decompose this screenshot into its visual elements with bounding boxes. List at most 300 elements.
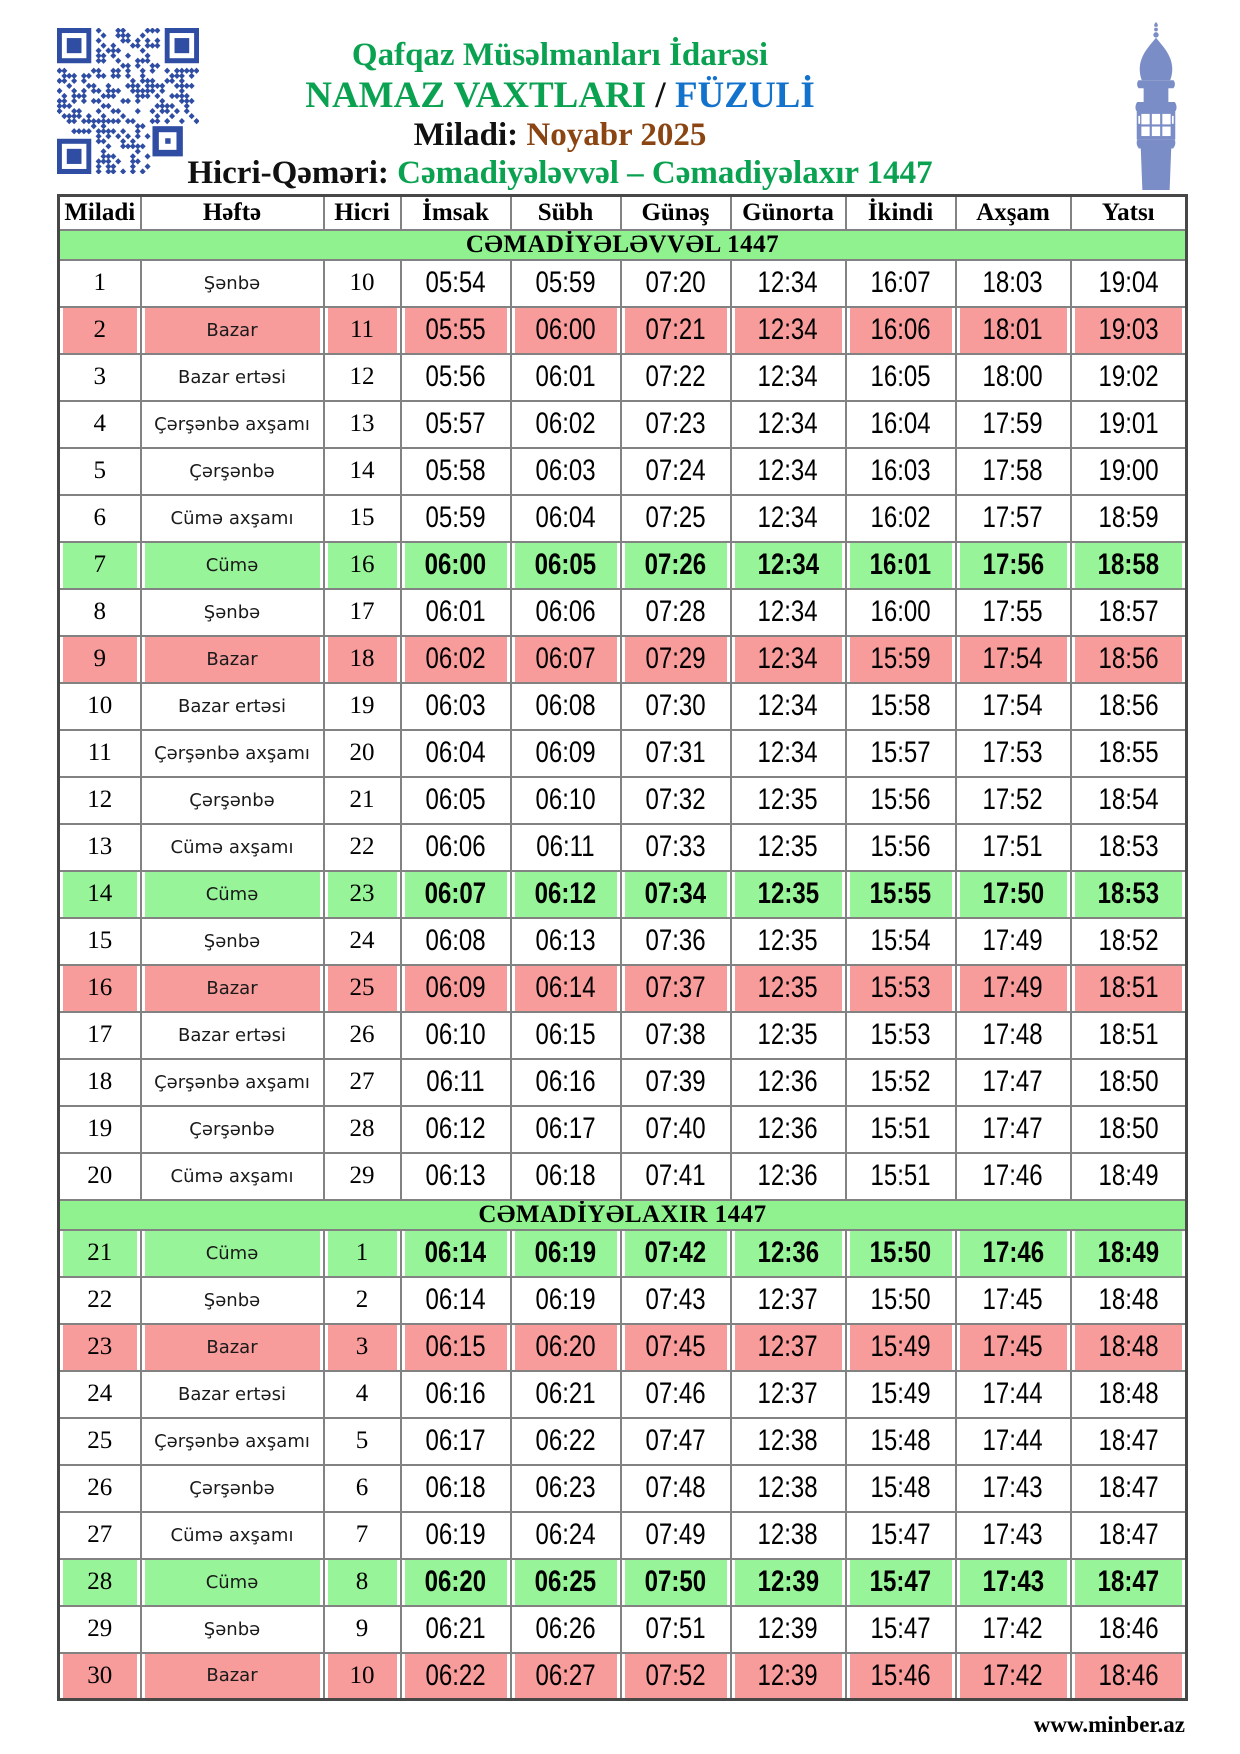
time-cell-axsam: 17:45 bbox=[956, 1277, 1071, 1324]
day-row bbox=[59, 1371, 1187, 1418]
hicri-line bbox=[170, 154, 950, 192]
time-cell-axsam: 17:49 bbox=[956, 918, 1071, 965]
weekday-cell: Çərşənbə axşamı bbox=[141, 730, 324, 777]
time-cell-imsak: 06:00 bbox=[401, 542, 511, 589]
time-cell-imsak: 06:21 bbox=[401, 1606, 511, 1653]
time-cell-gunorta: 12:35 bbox=[731, 777, 846, 824]
miladi-day-cell: 3 bbox=[59, 354, 141, 401]
miladi-day-cell: 15 bbox=[59, 918, 141, 965]
column-header: Həftə bbox=[141, 196, 324, 230]
time-cell-axsam: 17:49 bbox=[956, 965, 1071, 1012]
day-row bbox=[59, 1653, 1187, 1700]
miladi-day-cell: 14 bbox=[59, 871, 141, 918]
time-cell-gunes: 07:30 bbox=[621, 683, 731, 730]
time-cell-gunes: 07:31 bbox=[621, 730, 731, 777]
time-cell-axsam: 17:54 bbox=[956, 636, 1071, 683]
time-cell-gunorta: 12:34 bbox=[731, 542, 846, 589]
website-footer bbox=[57, 1712, 1185, 1738]
day-row bbox=[59, 1606, 1187, 1653]
time-cell-gunorta: 12:34 bbox=[731, 260, 846, 307]
time-cell-yatsi: 18:50 bbox=[1071, 1106, 1187, 1153]
time-cell-axsam: 17:42 bbox=[956, 1653, 1071, 1700]
time-cell-imsak: 06:05 bbox=[401, 777, 511, 824]
time-cell-gunes: 07:41 bbox=[621, 1153, 731, 1200]
time-cell-yatsi: 18:53 bbox=[1071, 824, 1187, 871]
hicri-day-cell: 10 bbox=[324, 260, 401, 307]
day-row bbox=[59, 965, 1187, 1012]
miladi-day-cell: 11 bbox=[59, 730, 141, 777]
day-row bbox=[59, 1512, 1187, 1559]
time-cell-subh: 06:17 bbox=[511, 1106, 621, 1153]
time-cell-yatsi: 18:47 bbox=[1071, 1418, 1187, 1465]
time-cell-gunes: 07:40 bbox=[621, 1106, 731, 1153]
time-cell-yatsi: 18:58 bbox=[1071, 542, 1187, 589]
weekday-cell: Bazar ertəsi bbox=[141, 683, 324, 730]
weekday-cell: Cümə axşamı bbox=[141, 824, 324, 871]
time-cell-ikindi: 16:05 bbox=[846, 354, 956, 401]
day-row bbox=[59, 683, 1187, 730]
time-cell-ikindi: 15:51 bbox=[846, 1153, 956, 1200]
hicri-day-cell: 21 bbox=[324, 777, 401, 824]
miladi-line bbox=[170, 117, 950, 154]
time-cell-imsak: 05:59 bbox=[401, 495, 511, 542]
weekday-cell: Çərşənbə axşamı bbox=[141, 1418, 324, 1465]
time-cell-yatsi: 18:57 bbox=[1071, 589, 1187, 636]
hicri-day-cell: 1 bbox=[324, 1230, 401, 1277]
weekday-cell: Çərşənbə axşamı bbox=[141, 1059, 324, 1106]
time-cell-yatsi: 18:48 bbox=[1071, 1324, 1187, 1371]
time-cell-yatsi: 18:48 bbox=[1071, 1371, 1187, 1418]
time-cell-gunorta: 12:35 bbox=[731, 1012, 846, 1059]
time-cell-gunorta: 12:39 bbox=[731, 1653, 846, 1700]
miladi-day-cell: 10 bbox=[59, 683, 141, 730]
time-cell-ikindi: 15:47 bbox=[846, 1559, 956, 1606]
day-row bbox=[59, 1153, 1187, 1200]
minaret-icon bbox=[1126, 22, 1186, 190]
time-cell-ikindi: 15:54 bbox=[846, 918, 956, 965]
time-cell-gunorta: 12:34 bbox=[731, 589, 846, 636]
weekday-cell: Bazar ertəsi bbox=[141, 1371, 324, 1418]
day-row bbox=[59, 871, 1187, 918]
time-cell-subh: 06:01 bbox=[511, 354, 621, 401]
time-cell-gunes: 07:24 bbox=[621, 448, 731, 495]
column-header: Axşam bbox=[956, 196, 1071, 230]
weekday-cell: Şənbə bbox=[141, 589, 324, 636]
miladi-day-cell: 30 bbox=[59, 1653, 141, 1700]
time-cell-yatsi: 18:47 bbox=[1071, 1559, 1187, 1606]
miladi-day-cell: 9 bbox=[59, 636, 141, 683]
time-cell-ikindi: 15:50 bbox=[846, 1230, 956, 1277]
time-cell-gunes: 07:45 bbox=[621, 1324, 731, 1371]
weekday-cell: Çərşənbə bbox=[141, 1465, 324, 1512]
time-cell-subh: 06:10 bbox=[511, 777, 621, 824]
time-cell-gunes: 07:37 bbox=[621, 965, 731, 1012]
miladi-day-cell: 18 bbox=[59, 1059, 141, 1106]
time-cell-axsam: 17:46 bbox=[956, 1153, 1071, 1200]
time-cell-gunorta: 12:37 bbox=[731, 1371, 846, 1418]
time-cell-yatsi: 19:00 bbox=[1071, 448, 1187, 495]
miladi-day-cell: 24 bbox=[59, 1371, 141, 1418]
time-cell-axsam: 17:54 bbox=[956, 683, 1071, 730]
day-row bbox=[59, 918, 1187, 965]
hicri-day-cell: 6 bbox=[324, 1465, 401, 1512]
weekday-cell: Şənbə bbox=[141, 1606, 324, 1653]
miladi-day-cell: 20 bbox=[59, 1153, 141, 1200]
miladi-day-cell: 22 bbox=[59, 1277, 141, 1324]
time-cell-yatsi: 18:47 bbox=[1071, 1465, 1187, 1512]
miladi-day-cell: 16 bbox=[59, 965, 141, 1012]
time-cell-yatsi: 18:49 bbox=[1071, 1230, 1187, 1277]
hicri-day-cell: 3 bbox=[324, 1324, 401, 1371]
time-cell-ikindi: 15:58 bbox=[846, 683, 956, 730]
time-cell-imsak: 05:54 bbox=[401, 260, 511, 307]
day-row bbox=[59, 1230, 1187, 1277]
time-cell-ikindi: 15:55 bbox=[846, 871, 956, 918]
time-cell-gunorta: 12:34 bbox=[731, 401, 846, 448]
weekday-cell: Cümə bbox=[141, 871, 324, 918]
time-cell-gunorta: 12:37 bbox=[731, 1324, 846, 1371]
time-cell-yatsi: 18:59 bbox=[1071, 495, 1187, 542]
title-block bbox=[170, 36, 950, 192]
time-cell-imsak: 06:15 bbox=[401, 1324, 511, 1371]
hicri-value: Cəmadiyələvvəl – Cəmadiyəlaxır 1447 bbox=[397, 155, 933, 191]
time-cell-yatsi: 18:52 bbox=[1071, 918, 1187, 965]
time-cell-gunes: 07:32 bbox=[621, 777, 731, 824]
prayer-times-table bbox=[57, 194, 1188, 1701]
day-row bbox=[59, 448, 1187, 495]
hicri-day-cell: 4 bbox=[324, 1371, 401, 1418]
time-cell-axsam: 17:44 bbox=[956, 1418, 1071, 1465]
hicri-day-cell: 24 bbox=[324, 918, 401, 965]
hicri-day-cell: 7 bbox=[324, 1512, 401, 1559]
time-cell-yatsi: 18:54 bbox=[1071, 777, 1187, 824]
time-cell-gunorta: 12:37 bbox=[731, 1277, 846, 1324]
time-cell-ikindi: 15:50 bbox=[846, 1277, 956, 1324]
time-cell-axsam: 17:42 bbox=[956, 1606, 1071, 1653]
time-cell-axsam: 18:03 bbox=[956, 260, 1071, 307]
day-row bbox=[59, 1277, 1187, 1324]
time-cell-gunorta: 12:36 bbox=[731, 1059, 846, 1106]
day-row bbox=[59, 730, 1187, 777]
time-cell-yatsi: 19:04 bbox=[1071, 260, 1187, 307]
time-cell-subh: 06:06 bbox=[511, 589, 621, 636]
miladi-day-cell: 23 bbox=[59, 1324, 141, 1371]
time-cell-imsak: 06:16 bbox=[401, 1371, 511, 1418]
weekday-cell: Cümə axşamı bbox=[141, 1512, 324, 1559]
column-header: Yatsı bbox=[1071, 196, 1187, 230]
time-cell-axsam: 17:55 bbox=[956, 589, 1071, 636]
miladi-day-cell: 12 bbox=[59, 777, 141, 824]
time-cell-imsak: 06:18 bbox=[401, 1465, 511, 1512]
hicri-day-cell: 20 bbox=[324, 730, 401, 777]
time-cell-subh: 06:15 bbox=[511, 1012, 621, 1059]
time-cell-ikindi: 15:48 bbox=[846, 1418, 956, 1465]
time-cell-ikindi: 15:46 bbox=[846, 1653, 956, 1700]
time-cell-gunes: 07:26 bbox=[621, 542, 731, 589]
weekday-cell: Cümə axşamı bbox=[141, 495, 324, 542]
time-cell-gunes: 07:47 bbox=[621, 1418, 731, 1465]
time-cell-subh: 05:59 bbox=[511, 260, 621, 307]
time-cell-ikindi: 16:02 bbox=[846, 495, 956, 542]
miladi-day-cell: 28 bbox=[59, 1559, 141, 1606]
miladi-day-cell: 5 bbox=[59, 448, 141, 495]
time-cell-gunorta: 12:34 bbox=[731, 495, 846, 542]
time-cell-subh: 06:04 bbox=[511, 495, 621, 542]
weekday-cell: Bazar bbox=[141, 1324, 324, 1371]
hicri-day-cell: 10 bbox=[324, 1653, 401, 1700]
time-cell-imsak: 06:08 bbox=[401, 918, 511, 965]
time-cell-ikindi: 15:49 bbox=[846, 1371, 956, 1418]
time-cell-ikindi: 15:51 bbox=[846, 1106, 956, 1153]
time-cell-yatsi: 19:02 bbox=[1071, 354, 1187, 401]
time-cell-subh: 06:27 bbox=[511, 1653, 621, 1700]
time-cell-axsam: 17:48 bbox=[956, 1012, 1071, 1059]
time-cell-ikindi: 15:49 bbox=[846, 1324, 956, 1371]
weekday-cell: Cümə bbox=[141, 1230, 324, 1277]
day-row bbox=[59, 307, 1187, 354]
time-cell-axsam: 17:59 bbox=[956, 401, 1071, 448]
time-cell-subh: 06:18 bbox=[511, 1153, 621, 1200]
time-cell-axsam: 17:47 bbox=[956, 1106, 1071, 1153]
weekday-cell: Bazar ertəsi bbox=[141, 1012, 324, 1059]
time-cell-gunorta: 12:36 bbox=[731, 1230, 846, 1277]
time-cell-yatsi: 18:48 bbox=[1071, 1277, 1187, 1324]
time-cell-yatsi: 18:51 bbox=[1071, 965, 1187, 1012]
time-cell-subh: 06:07 bbox=[511, 636, 621, 683]
column-header: Günəş bbox=[621, 196, 731, 230]
time-cell-gunorta: 12:38 bbox=[731, 1512, 846, 1559]
hicri-day-cell: 2 bbox=[324, 1277, 401, 1324]
weekday-cell: Şənbə bbox=[141, 260, 324, 307]
time-cell-gunes: 07:28 bbox=[621, 589, 731, 636]
hicri-day-cell: 8 bbox=[324, 1559, 401, 1606]
miladi-label: Miladi: bbox=[413, 117, 519, 153]
miladi-day-cell: 25 bbox=[59, 1418, 141, 1465]
section-title: CƏMADİYƏLƏVVƏL 1447 bbox=[59, 230, 1187, 260]
time-cell-subh: 06:23 bbox=[511, 1465, 621, 1512]
time-cell-axsam: 17:43 bbox=[956, 1465, 1071, 1512]
time-cell-subh: 06:21 bbox=[511, 1371, 621, 1418]
time-cell-ikindi: 15:57 bbox=[846, 730, 956, 777]
time-cell-gunorta: 12:35 bbox=[731, 824, 846, 871]
day-row bbox=[59, 636, 1187, 683]
time-cell-yatsi: 18:53 bbox=[1071, 871, 1187, 918]
day-row bbox=[59, 1012, 1187, 1059]
time-cell-gunorta: 12:35 bbox=[731, 965, 846, 1012]
column-header: Sübh bbox=[511, 196, 621, 230]
time-cell-axsam: 17:47 bbox=[956, 1059, 1071, 1106]
time-cell-subh: 06:05 bbox=[511, 542, 621, 589]
time-cell-subh: 06:16 bbox=[511, 1059, 621, 1106]
hicri-day-cell: 13 bbox=[324, 401, 401, 448]
section-header-row bbox=[59, 230, 1187, 260]
time-cell-yatsi: 18:49 bbox=[1071, 1153, 1187, 1200]
time-cell-subh: 06:08 bbox=[511, 683, 621, 730]
time-cell-ikindi: 16:06 bbox=[846, 307, 956, 354]
time-cell-subh: 06:13 bbox=[511, 918, 621, 965]
time-cell-axsam: 18:00 bbox=[956, 354, 1071, 401]
hicri-day-cell: 23 bbox=[324, 871, 401, 918]
time-cell-imsak: 06:22 bbox=[401, 1653, 511, 1700]
time-cell-subh: 06:22 bbox=[511, 1418, 621, 1465]
time-cell-imsak: 05:56 bbox=[401, 354, 511, 401]
time-cell-imsak: 06:12 bbox=[401, 1106, 511, 1153]
hicri-day-cell: 29 bbox=[324, 1153, 401, 1200]
time-cell-gunes: 07:20 bbox=[621, 260, 731, 307]
time-cell-yatsi: 18:46 bbox=[1071, 1606, 1187, 1653]
day-row bbox=[59, 824, 1187, 871]
time-cell-gunes: 07:38 bbox=[621, 1012, 731, 1059]
time-cell-gunes: 07:50 bbox=[621, 1559, 731, 1606]
time-cell-axsam: 17:46 bbox=[956, 1230, 1071, 1277]
miladi-day-cell: 19 bbox=[59, 1106, 141, 1153]
time-cell-imsak: 06:11 bbox=[401, 1059, 511, 1106]
time-cell-gunorta: 12:34 bbox=[731, 683, 846, 730]
weekday-cell: Cümə bbox=[141, 1559, 324, 1606]
time-cell-gunorta: 12:39 bbox=[731, 1606, 846, 1653]
time-cell-gunes: 07:34 bbox=[621, 871, 731, 918]
hicri-day-cell: 15 bbox=[324, 495, 401, 542]
time-cell-axsam: 17:44 bbox=[956, 1371, 1071, 1418]
time-cell-gunorta: 12:34 bbox=[731, 307, 846, 354]
time-cell-axsam: 17:45 bbox=[956, 1324, 1071, 1371]
time-cell-yatsi: 18:51 bbox=[1071, 1012, 1187, 1059]
website-url: www.minber.az bbox=[1033, 1712, 1185, 1737]
section-header-row bbox=[59, 1200, 1187, 1230]
time-cell-subh: 06:12 bbox=[511, 871, 621, 918]
miladi-day-cell: 7 bbox=[59, 542, 141, 589]
time-cell-gunes: 07:43 bbox=[621, 1277, 731, 1324]
time-cell-gunorta: 12:35 bbox=[731, 871, 846, 918]
weekday-cell: Çərşənbə bbox=[141, 1106, 324, 1153]
time-cell-gunes: 07:51 bbox=[621, 1606, 731, 1653]
time-cell-subh: 06:14 bbox=[511, 965, 621, 1012]
time-cell-imsak: 06:17 bbox=[401, 1418, 511, 1465]
time-cell-imsak: 06:09 bbox=[401, 965, 511, 1012]
day-row bbox=[59, 777, 1187, 824]
day-row bbox=[59, 1106, 1187, 1153]
miladi-day-cell: 29 bbox=[59, 1606, 141, 1653]
time-cell-gunorta: 12:38 bbox=[731, 1418, 846, 1465]
miladi-day-cell: 1 bbox=[59, 260, 141, 307]
time-cell-subh: 06:02 bbox=[511, 401, 621, 448]
time-cell-ikindi: 16:04 bbox=[846, 401, 956, 448]
time-cell-axsam: 17:43 bbox=[956, 1512, 1071, 1559]
time-cell-ikindi: 15:53 bbox=[846, 1012, 956, 1059]
hicri-day-cell: 18 bbox=[324, 636, 401, 683]
hicri-day-cell: 9 bbox=[324, 1606, 401, 1653]
time-cell-subh: 06:19 bbox=[511, 1230, 621, 1277]
time-cell-imsak: 06:19 bbox=[401, 1512, 511, 1559]
hicri-day-cell: 16 bbox=[324, 542, 401, 589]
time-cell-imsak: 05:57 bbox=[401, 401, 511, 448]
time-cell-gunorta: 12:38 bbox=[731, 1465, 846, 1512]
time-cell-imsak: 05:58 bbox=[401, 448, 511, 495]
time-cell-imsak: 05:55 bbox=[401, 307, 511, 354]
column-header-row bbox=[59, 196, 1187, 230]
day-row bbox=[59, 354, 1187, 401]
hicri-day-cell: 22 bbox=[324, 824, 401, 871]
day-row bbox=[59, 260, 1187, 307]
time-cell-gunes: 07:22 bbox=[621, 354, 731, 401]
weekday-cell: Çərşənbə bbox=[141, 777, 324, 824]
hicri-day-cell: 14 bbox=[324, 448, 401, 495]
day-row bbox=[59, 1465, 1187, 1512]
time-cell-axsam: 17:50 bbox=[956, 871, 1071, 918]
time-cell-ikindi: 15:59 bbox=[846, 636, 956, 683]
title-separator: / bbox=[646, 75, 675, 116]
hicri-day-cell: 5 bbox=[324, 1418, 401, 1465]
time-cell-subh: 06:11 bbox=[511, 824, 621, 871]
hicri-day-cell: 28 bbox=[324, 1106, 401, 1153]
time-cell-yatsi: 18:56 bbox=[1071, 683, 1187, 730]
time-cell-gunes: 07:23 bbox=[621, 401, 731, 448]
time-cell-ikindi: 15:48 bbox=[846, 1465, 956, 1512]
time-cell-imsak: 06:13 bbox=[401, 1153, 511, 1200]
day-row bbox=[59, 1059, 1187, 1106]
weekday-cell: Cümə bbox=[141, 542, 324, 589]
weekday-cell: Bazar bbox=[141, 636, 324, 683]
day-row bbox=[59, 589, 1187, 636]
time-cell-gunes: 07:42 bbox=[621, 1230, 731, 1277]
time-cell-axsam: 17:52 bbox=[956, 777, 1071, 824]
weekday-cell: Bazar bbox=[141, 1653, 324, 1700]
time-cell-ikindi: 15:56 bbox=[846, 777, 956, 824]
time-cell-gunes: 07:39 bbox=[621, 1059, 731, 1106]
time-cell-gunes: 07:36 bbox=[621, 918, 731, 965]
column-header: Miladi bbox=[59, 196, 141, 230]
time-cell-gunorta: 12:34 bbox=[731, 730, 846, 777]
time-cell-yatsi: 18:46 bbox=[1071, 1653, 1187, 1700]
weekday-cell: Bazar ertəsi bbox=[141, 354, 324, 401]
time-cell-subh: 06:03 bbox=[511, 448, 621, 495]
weekday-cell: Şənbə bbox=[141, 1277, 324, 1324]
time-cell-gunorta: 12:35 bbox=[731, 918, 846, 965]
time-cell-axsam: 17:43 bbox=[956, 1559, 1071, 1606]
miladi-day-cell: 27 bbox=[59, 1512, 141, 1559]
time-cell-yatsi: 18:50 bbox=[1071, 1059, 1187, 1106]
time-cell-gunes: 07:48 bbox=[621, 1465, 731, 1512]
weekday-cell: Bazar bbox=[141, 307, 324, 354]
column-header: İmsak bbox=[401, 196, 511, 230]
time-cell-ikindi: 16:07 bbox=[846, 260, 956, 307]
time-cell-gunorta: 12:36 bbox=[731, 1153, 846, 1200]
time-cell-gunes: 07:49 bbox=[621, 1512, 731, 1559]
time-cell-gunorta: 12:36 bbox=[731, 1106, 846, 1153]
time-cell-subh: 06:25 bbox=[511, 1559, 621, 1606]
day-row bbox=[59, 495, 1187, 542]
time-cell-yatsi: 19:01 bbox=[1071, 401, 1187, 448]
title-city: FÜZULİ bbox=[674, 75, 815, 116]
day-row bbox=[59, 1559, 1187, 1606]
day-row bbox=[59, 1324, 1187, 1371]
hicri-day-cell: 17 bbox=[324, 589, 401, 636]
weekday-cell: Cümə axşamı bbox=[141, 1153, 324, 1200]
time-cell-yatsi: 18:55 bbox=[1071, 730, 1187, 777]
time-cell-imsak: 06:14 bbox=[401, 1277, 511, 1324]
time-cell-imsak: 06:20 bbox=[401, 1559, 511, 1606]
time-cell-gunes: 07:52 bbox=[621, 1653, 731, 1700]
time-cell-subh: 06:00 bbox=[511, 307, 621, 354]
miladi-day-cell: 13 bbox=[59, 824, 141, 871]
miladi-value: Noyabr 2025 bbox=[526, 117, 707, 153]
time-cell-axsam: 17:57 bbox=[956, 495, 1071, 542]
miladi-day-cell: 4 bbox=[59, 401, 141, 448]
miladi-day-cell: 26 bbox=[59, 1465, 141, 1512]
time-cell-gunorta: 12:34 bbox=[731, 354, 846, 401]
org-name: Qafqaz Müsəlmanları İdarəsi bbox=[351, 37, 769, 73]
miladi-day-cell: 2 bbox=[59, 307, 141, 354]
